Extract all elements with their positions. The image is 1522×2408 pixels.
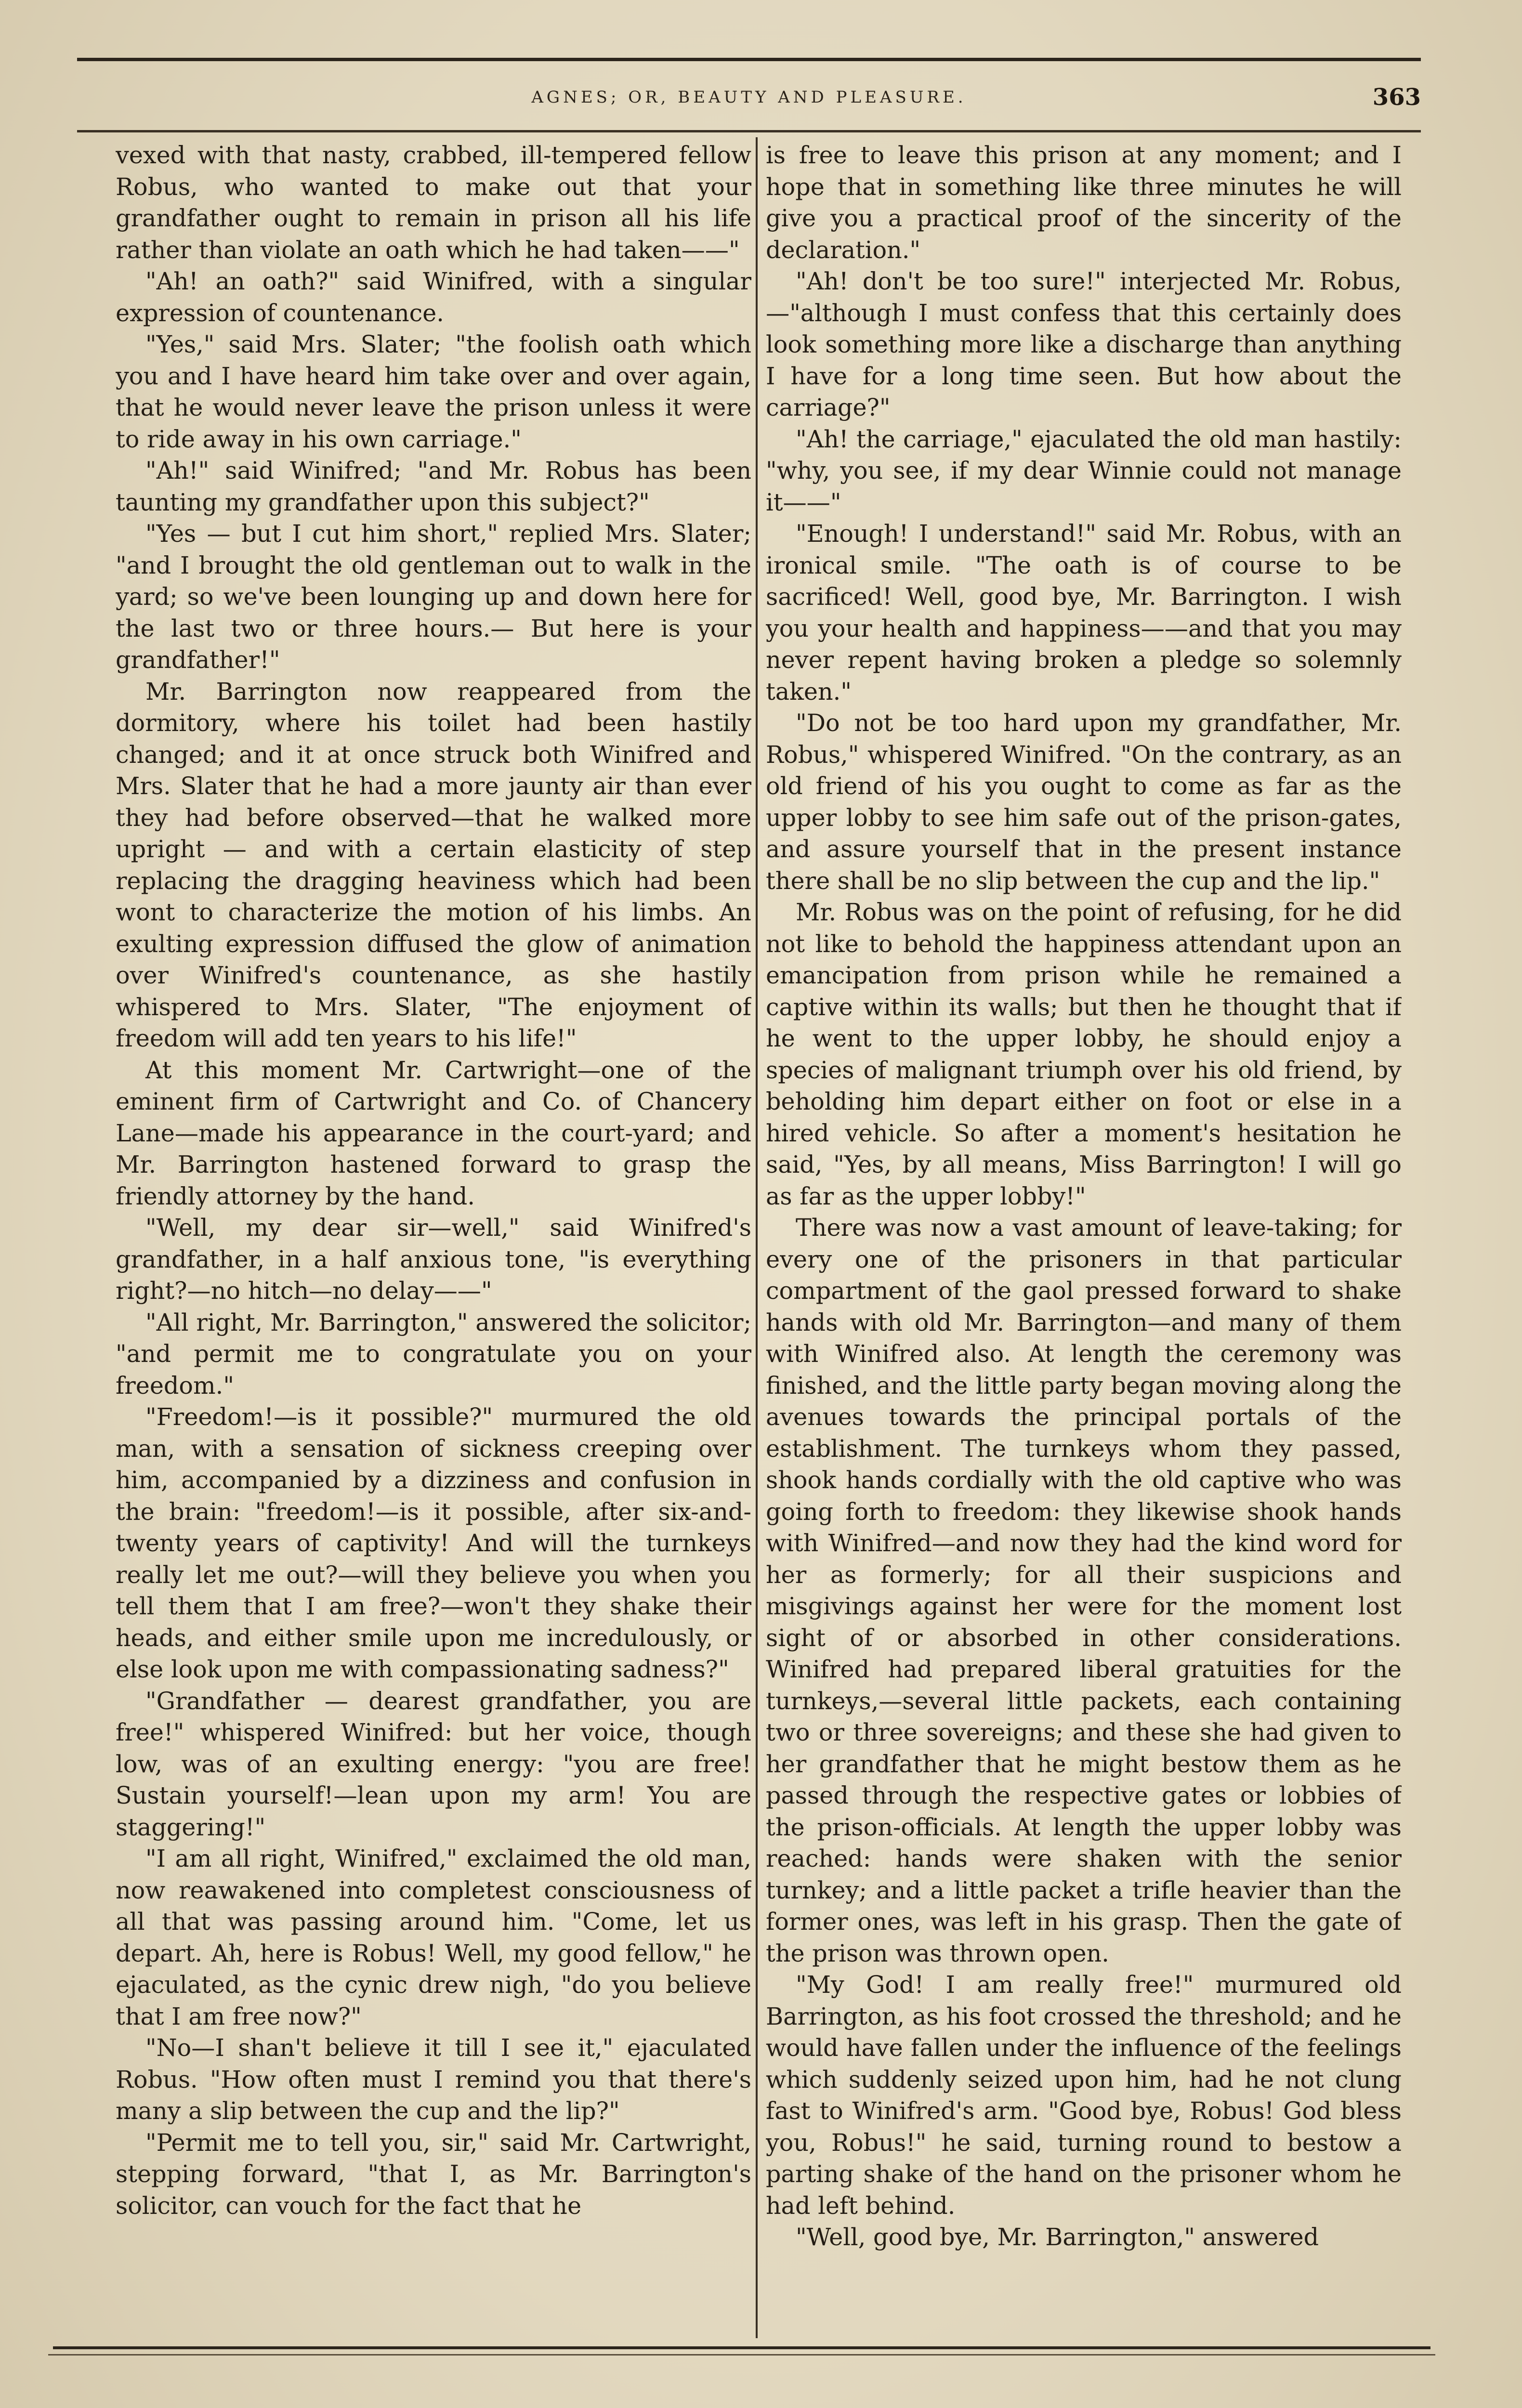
paragraph: Mr. Barrington now reappeared from the dormitory, where his toilet had been hastily changed; and it at once struck both Winifred and Mrs. Slater that he had a more jaunty air than ever they had before observed—that he walked more upright — and with a certain elasticity of step replacing the dragging heaviness which had been wont to characterize the motion of his limbs. An exulting expression diffused the glow of animation over Winifred's countenance, as she hastily whispered to Mrs. Slater, "The enjoyment of freedom will add ten years to his life!" bbox=[116, 677, 751, 1052]
page-header bbox=[77, 77, 1421, 116]
paragraph: There was now a vast amount of leave-taking; for every one of the prisoners in that particular compartment of the gaol pressed forward to shake hands with old Mr. Barrington—and many of them with Winifred also. At length the ceremony was finished, and the little party began moving along the avenues towards the principal portals of the establishment. The turnkeys whom they passed, shook hands cordially with the old captive who was going forth to freedom: they likewise shook hands with Winifred—and now they had the kind word for her as formerly; for all their suspicions and misgivings against her were for the moment lost sight of or absorbed in other considerations. Winifred had prepared liberal gratuities for the turnkeys,—several little packets, each containing two or three sovereigns; and these she had given to her grandfather that he might bestow them as he passed through the respective gates or lobbies of the prison-officials. At length the upper lobby was reached: hands were shaken with the senior turnkey; and a little packet a trifle heavier than the former ones, was left in his grasp. Then the gate of the prison was thrown open. bbox=[766, 1214, 1402, 1967]
paragraph: "Yes," said Mrs. Slater; "the foolish oath which you and I have heard him take over and over again, that he would never leave the prison unless it were to ride away in his own carriage." bbox=[116, 330, 751, 453]
paragraph: "Ah!" said Winifred; "and Mr. Robus has been taunting my grandfather upon this subject?" bbox=[116, 457, 751, 516]
paragraph: "Enough! I understand!" said Mr. Robus, with an ironical smile. "The oath is of course to be sacrificed! Well, good bye, Mr. Barrington. I wish you your health and happiness——and that you may never repent having broken a pledge so solemnly taken." bbox=[766, 520, 1402, 706]
paragraph: "Do not be too hard upon my grandfather, Mr. Robus," whispered Winifred. "On the contrary, as an old friend of his you ought to come as far as the upper lobby to see him safe out of the prison-gates, and assure yourself that in the present instance there shall be no slip between the cup and the lip." bbox=[766, 709, 1402, 895]
paragraph: At this moment Mr. Cartwright—one of the eminent firm of Cartwright and Co. of Chancery Lane—made his appearance in the court-yard; and Mr. Barrington hastened forward to grasp the friendly attorney by the hand. bbox=[116, 1056, 751, 1210]
paragraph: "Freedom!—is it possible?" murmured the old man, with a sensation of sickness creeping over him, accompanied by a dizziness and confusion in the brain: "freedom!—is it possible, after six-and-twenty years of captivity! And will the turnkeys really let me out?—will they believe you when you tell them that I am free?—won't they shake their heads, and either smile upon me incredulously, or else look upon me with compassionating sadness?" bbox=[116, 1403, 751, 1683]
bottom-border-rule-thin bbox=[48, 2354, 1435, 2356]
paragraph: "Ah! the carriage," ejaculated the old man hastily: "why, you see, if my dear Winnie could not manage it——" bbox=[766, 425, 1402, 516]
running-title: AGNES; OR, BEAUTY AND PLEASURE. bbox=[531, 88, 967, 107]
paragraph: "Grandfather — dearest grandfather, you are free!" whispered Winifred: but her voice, though low, was of an exulting energy: "you are free! Sustain yourself!—lean upon my arm! You are staggering!" bbox=[116, 1687, 751, 1841]
paragraph: vexed with that nasty, crabbed, ill-tempered fellow Robus, who wanted to make out that your grandfather ought to remain in prison all his life rather than violate an oath which he had taken——" bbox=[116, 141, 751, 264]
paragraph: "Ah! don't be too sure!" interjected Mr. Robus,—"although I must confess that this certainly does look something more like a discharge than anything I have for a long time seen. But how about the carriage?" bbox=[766, 267, 1402, 421]
right-column bbox=[766, 140, 1402, 2336]
paragraph: "Permit me to tell you, sir," said Mr. Cartwright, stepping forward, "that I, as Mr. Barrington's solicitor, can vouch for the fact that he bbox=[116, 2128, 751, 2220]
column-divider bbox=[756, 137, 758, 2338]
paragraph: is free to leave this prison at any moment; and I hope that in something like three minutes he will give you a practical proof of the sincerity of the declaration." bbox=[766, 141, 1402, 264]
paragraph: "I am all right, Winifred," exclaimed the old man, now reawakened into completest consciousness of all that was passing around him. "Come, let us depart. Ah, here is Robus! Well, my good fellow," he ejaculated, as the cynic drew nigh, "do you believe that I am free now?" bbox=[116, 1845, 751, 2030]
paragraph: "All right, Mr. Barrington," answered the solicitor; "and permit me to congratulate you on your freedom." bbox=[116, 1308, 751, 1400]
paragraph: "Ah! an oath?" said Winifred, with a singular expression of countenance. bbox=[116, 267, 751, 327]
paragraph: "Yes — but I cut him short," replied Mrs. Slater; "and I brought the old gentleman out to walk in the yard; so we've been lounging up and down here for the last two or three hours.— But here is your grandfather!" bbox=[116, 520, 751, 674]
bottom-border-rule bbox=[53, 2346, 1430, 2349]
paragraph: Mr. Robus was on the point of refusing, for he did not like to behold the happiness attendant upon an emancipation from prison while he remained a captive within its walls; but then he thought that if he went to the upper lobby, he should enjoy a species of malignant triumph over his old friend, by beholding him depart either on foot or else in a hired vehicle. So after a moment's hesitation he said, "Yes, by all means, Miss Barrington! I will go as far as the upper lobby!" bbox=[766, 898, 1402, 1210]
paragraph: "No—I shan't believe it till I see it," ejaculated Robus. "How often must I remind you that there's many a slip between the cup and the lip?" bbox=[116, 2034, 751, 2125]
page-number: 363 bbox=[1372, 84, 1421, 111]
paragraph: "Well, my dear sir—well," said Winifred's grandfather, in a half anxious tone, "is everything right?—no hitch—no delay——" bbox=[116, 1214, 751, 1305]
paragraph: "My God! I am really free!" murmured old Barrington, as his foot crossed the threshold; and he would have fallen under the influence of the feelings which suddenly seized upon him, had he not clung fast to Winifred's arm. "Good bye, Robus! God bless you, Robus!" he said, turning round to bestow a parting shake of the hand on the prisoner whom he had left behind. bbox=[766, 1971, 1402, 2220]
paragraph: "Well, good bye, Mr. Barrington," answered bbox=[796, 2223, 1319, 2251]
left-column bbox=[116, 140, 751, 2336]
top-border-rule bbox=[77, 58, 1421, 61]
header-rule bbox=[77, 130, 1421, 132]
